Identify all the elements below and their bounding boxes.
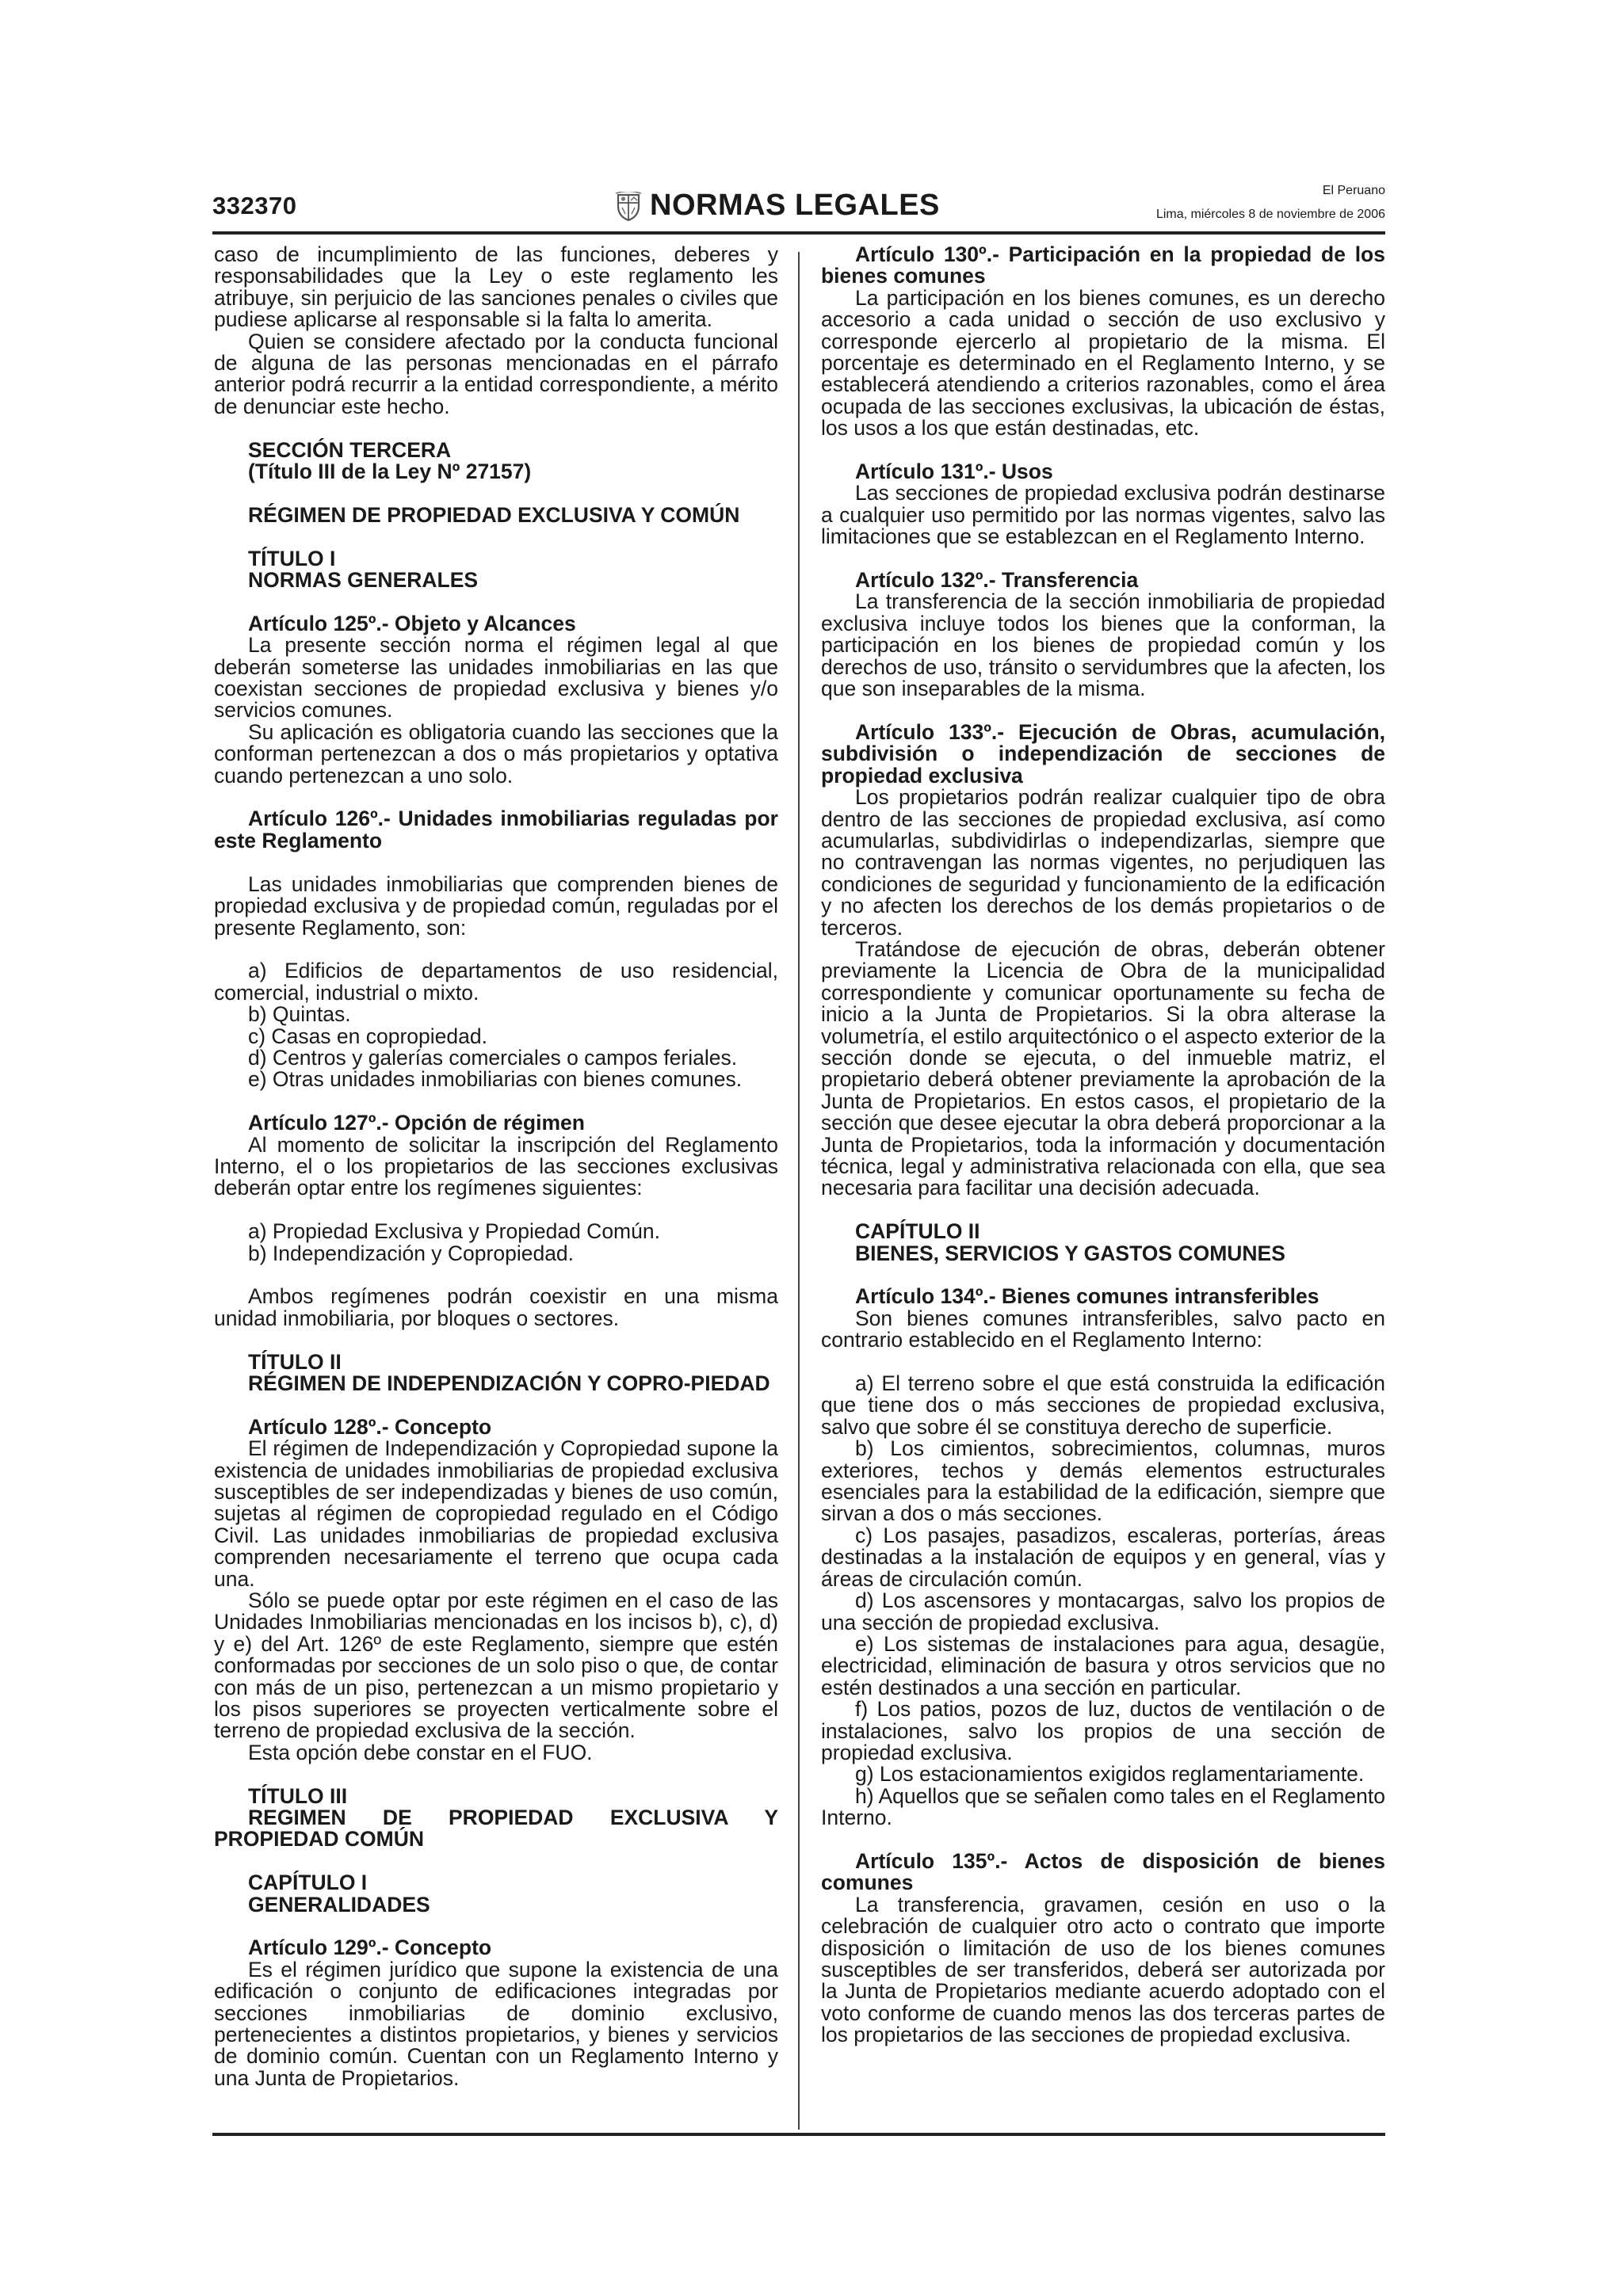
- paragraph: h) Aquellos que se señalen como tales en el Reglamento Interno.: [821, 1783, 1385, 1830]
- section-heading: Artículo 128º.- Concepto: [248, 1414, 492, 1439]
- section-heading: CAPÍTULO II: [855, 1219, 980, 1244]
- section-heading: RÉGIMEN DE INDEPENDIZACIÓN Y COPRO-PIEDAD: [248, 1371, 770, 1395]
- section-heading: SECCIÓN TERCERA: [248, 437, 452, 462]
- paragraph: c) Los pasajes, pasadizos, escaleras, porterías, áreas destinadas a la instalación de equipos y en general, vías y áreas de circulación común.: [821, 1523, 1385, 1591]
- list-item: b) Independización y Copropiedad.: [248, 1241, 575, 1265]
- paragraph: Quien se considere afectado por la conducta funcional de alguna de las personas mencionadas en el párrafo anterior podrá recurrir a la entidad correspondiente, a mérito de denunciar este hecho.: [214, 329, 778, 418]
- paragraph: Su aplicación es obligatoria cuando las secciones que la conforman pertenezcan a dos o más propietarios y optativa cuando pertenezcan a uno solo.: [214, 719, 778, 788]
- paragraph: Las unidades inmobiliarias que comprenden bienes de propiedad exclusiva y de propiedad común, reguladas por el presente Reglamento, son:: [214, 871, 778, 940]
- paragraph: La participación en los bienes comunes, es un derecho accesorio a cada unidad o sección de uso exclusivo y corresponde ejercerlo al propietario de la misma. El porcentaje es determinado en el Reglamento Interno, y se establecerá atendiendo a criterios razonables, como el área ocupada de las secciones exclusivas, la ubicación de éstas, los usos a los que están destinadas, etc.: [821, 285, 1385, 441]
- section-heading: Artículo 135º.- Actos de disposición de bienes comunes: [821, 1848, 1385, 1895]
- paragraph: Esta opción debe constar en el FUO.: [248, 1740, 593, 1764]
- section-heading: NORMAS GENERALES: [248, 568, 479, 593]
- paragraph: Sólo se puede optar por este régimen en el caso de las Unidades Inmobiliarias mencionadas en los incisos b), c), d) y e) del Art. 126º de este Reglamento, siempre que estén conformadas por secciones de un solo piso o que, de contar con más de un piso, pertenezcan a un mismo propietario y los pisos superiores se proyecten verticalmente sobre el terreno de propiedad exclusiva de la sección.: [214, 1589, 778, 1743]
- paragraph: f) Los patios, pozos de luz, ductos de ventilación o de instalaciones, salvo los propios de una sección de propiedad exclusiva.: [821, 1697, 1385, 1764]
- paragraph: Son bienes comunes intransferibles, salvo pacto en contrario establecido en el Reglamento Interno:: [821, 1306, 1385, 1352]
- page-number: 332370: [212, 192, 297, 219]
- list-item: e) Otras unidades inmobiliarias con bienes comunes.: [248, 1067, 743, 1092]
- section-heading: GENERALIDADES: [248, 1892, 430, 1917]
- masthead: [615, 189, 1011, 225]
- section-heading: Artículo 133º.- Ejecución de Obras, acumulación, subdivisión o independización de secciones de propiedad exclusiva: [821, 719, 1385, 788]
- paragraph: Tratándose de ejecución de obras, deberán obtener previamente la Licencia de Obra de la municipalidad correspondiente y comunicar oportunamente su fecha de inicio a la Junta de Propietarios. Si la obra alterase la volumetría, el estilo arquitectónico o el aspecto exterior de la sección donde se ejecuta, o del inmueble matriz, el propietario deberá obtener previamente la aprobación de la Junta de Propietarios. En estos casos, el propietario de la sección que desee ejecutar la obra deberá proporcionar a la Junta de Propietarios, toda la información y documentación técnica, legal y administrativa relacionada con ella, que sea necesaria para facilitar una decisión adecuada.: [821, 936, 1385, 1200]
- list-item: d) Centros y galerías comerciales o campos feriales.: [248, 1045, 738, 1070]
- list-item: a) Propiedad Exclusiva y Propiedad Común.: [248, 1219, 660, 1244]
- coat-of-arms-icon: [615, 192, 642, 222]
- section-heading: CAPÍTULO I: [248, 1871, 368, 1895]
- masthead-title: NORMAS LEGALES: [650, 189, 940, 222]
- paragraph: El régimen de Independización y Copropiedad supone la existencia de unidades inmobiliarias de propiedad exclusiva susceptibles de ser independizadas y bienes de uso común, sujetas al régimen de copropiedad regulado en el Código Civil. Las unidades inmobiliarias de propiedad exclusiva comprenden necesariamente el terreno que ocupa cada una.: [214, 1436, 778, 1591]
- paragraph: a) El terreno sobre el que está construida la edificación que tiene dos o más secciones de propiedad exclusiva, salvo que sobre él se constituya derecho de superficie.: [821, 1371, 1385, 1439]
- section-heading: TÍTULO III: [248, 1783, 348, 1808]
- section-heading: Artículo 127º.- Opción de régimen: [248, 1111, 585, 1135]
- left-column: [214, 244, 778, 2089]
- paragraph: b) Los cimientos, sobrecimientos, columnas, muros exteriores, techos y demás elementos estructurales esenciales para la estabilidad de la edificación, siempre que sirvan a dos o más secciones.: [821, 1436, 1385, 1526]
- column-divider: [798, 252, 800, 2130]
- paragraph: caso de incumplimiento de las funciones, deberes y responsabilidades que la Ley o este reglamento les atribuye, sin perjuicio de las sanciones penales o civiles que pudiese aplicarse al responsable si la falta lo amerita.: [214, 242, 778, 332]
- publisher-name: El Peruano: [1322, 184, 1385, 197]
- section-heading: Artículo 134º.- Bienes comunes intransferibles: [855, 1284, 1319, 1309]
- list-item: c) Casas en copropiedad.: [248, 1024, 487, 1048]
- paragraph: Al momento de solicitar la inscripción del Reglamento Interno, el o los propietarios de las secciones exclusivas deberán optar entre los regímenes siguientes:: [214, 1132, 778, 1200]
- right-column: [821, 244, 1385, 2046]
- header-rule: [212, 231, 1385, 235]
- paragraph: Es el régimen jurídico que supone la existencia de una edificación o conjunto de edificaciones integradas por secciones inmobiliarias de dominio exclusivo, pertenecientes a distintos propietarios, y bienes y servicios de dominio común. Cuentan con un Reglamento Interno y una Junta de Propietarios.: [214, 1957, 778, 2090]
- paragraph: La transferencia, gravamen, cesión en uso o la celebración de cualquier otro acto o contrato que importe disposición o limitación de uso de los bienes comunes susceptibles de ser transferidos, deberá ser autorizada por la Junta de Propietarios mediante acuerdo adoptado con el voto conforme de cuando menos las dos terceras partes de los propietarios de las secciones de propiedad exclusiva.: [821, 1892, 1385, 2047]
- section-heading: Artículo 131º.- Usos: [855, 460, 1053, 484]
- section-heading: Artículo 126º.- Unidades inmobiliarias reguladas por este Reglamento: [214, 807, 778, 852]
- list-item: b) Quintas.: [248, 1002, 351, 1027]
- footer-rule: [212, 2133, 1385, 2136]
- paragraph: d) Los ascensores y montacargas, salvo los propios de una sección de propiedad exclusiva.: [821, 1589, 1385, 1634]
- page-header: [212, 184, 1385, 228]
- section-heading: Artículo 125º.- Objeto y Alcances: [248, 611, 576, 635]
- paragraph: g) Los estacionamientos exigidos reglamentariamente.: [855, 1762, 1365, 1787]
- section-heading: BIENES, SERVICIOS Y GASTOS COMUNES: [855, 1241, 1285, 1265]
- publication-date: Lima, miércoles 8 de noviembre de 2006: [1155, 208, 1385, 221]
- section-heading: TÍTULO I: [248, 546, 336, 570]
- paragraph: Los propietarios podrán realizar cualquier tipo de obra dentro de las secciones de propiedad exclusiva, así como acumularlas, subdividirlas o independizarlas, siempre que no contravengan las normas vigentes, no perjudiquen las condiciones de seguridad y funcionamiento de la edificación y no afecten los derechos de los demás propietarios o de terceros.: [821, 785, 1385, 940]
- paragraph: Ambos regímenes podrán coexistir en una misma unidad inmobiliaria, por bloques o sectores.: [214, 1284, 778, 1330]
- paragraph: La transferencia de la sección inmobiliaria de propiedad exclusiva incluye todos los bienes que la conforman, la participación en los bienes de propiedad común y los derechos de uso, tránsito o servidumbres que la afecten, los que son inseparables de la misma.: [821, 589, 1385, 701]
- section-heading: (Título III de la Ley Nº 27157): [248, 460, 532, 484]
- section-heading: Artículo 130º.- Participación en la propiedad de los bienes comunes: [821, 242, 1385, 288]
- section-heading: TÍTULO II: [248, 1349, 342, 1374]
- paragraph: e) Los sistemas de instalaciones para agua, desagüe, electricidad, eliminación de basura y otros servicios que no estén destinados a una sección en particular.: [821, 1631, 1385, 1699]
- section-heading: REGIMEN DE PROPIEDAD EXCLUSIVA Y PROPIEDAD COMÚN: [214, 1806, 778, 1852]
- paragraph: La presente sección norma el régimen legal al que deberán someterse las unidades inmobiliarias en las que coexistan secciones de propiedad exclusiva y bienes y/o servicios comunes.: [214, 633, 778, 723]
- paragraph: Las secciones de propiedad exclusiva podrán destinarse a cualquier uso permitido por las normas vigentes, salvo las limitaciones que se establezcan en el Reglamento Interno.: [821, 481, 1385, 549]
- paragraph: a) Edificios de departamentos de uso residencial, comercial, industrial o mixto.: [214, 959, 778, 1005]
- section-heading: Artículo 129º.- Concepto: [248, 1936, 492, 1960]
- section-heading: RÉGIMEN DE PROPIEDAD EXCLUSIVA Y COMÚN: [248, 502, 740, 527]
- section-heading: Artículo 132º.- Transferencia: [855, 568, 1139, 593]
